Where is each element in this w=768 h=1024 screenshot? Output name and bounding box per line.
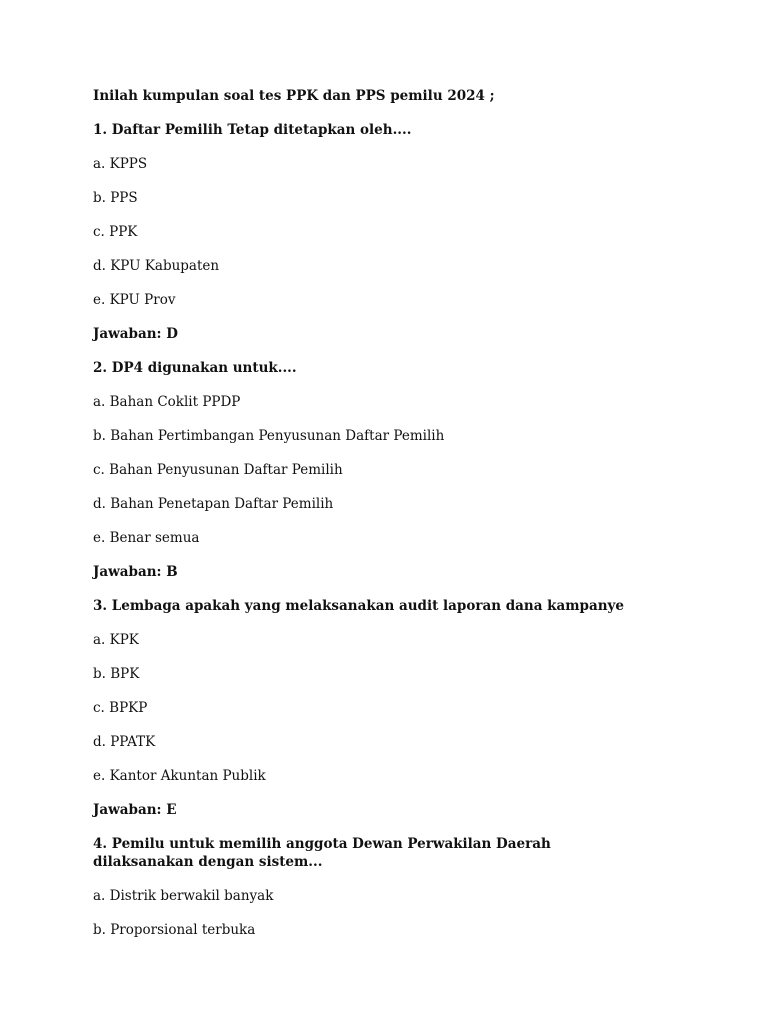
answer-option: d. Bahan Penetapan Daftar Pemilih — [93, 496, 334, 512]
answer-option: b. BPK — [93, 666, 140, 682]
question-2 — [93, 359, 693, 581]
answer-option: d. PPATK — [93, 734, 156, 750]
answer-option: a. Distrik berwakil banyak — [93, 888, 274, 904]
correct-answer: Jawaban: D — [93, 326, 178, 342]
intro-text: Inilah kumpulan soal tes PPK dan PPS pemilu 2024 ; — [93, 88, 495, 104]
answer-option: c. PPK — [93, 224, 138, 240]
answer-option: e. KPU Prov — [93, 292, 176, 308]
question-3 — [93, 597, 693, 819]
answer-option: a. KPK — [93, 632, 139, 648]
answer-option: a. KPPS — [93, 156, 148, 172]
answer-option: e. Benar semua — [93, 530, 200, 546]
correct-answer: Jawaban: B — [93, 564, 178, 580]
question-4 — [93, 835, 693, 939]
answer-option: e. Kantor Akuntan Publik — [93, 768, 266, 784]
answer-option: d. KPU Kabupaten — [93, 258, 220, 274]
answer-option: b. PPS — [93, 190, 138, 206]
answer-option: b. Proporsional terbuka — [93, 922, 256, 938]
answer-option: b. Bahan Pertimbangan Penyusunan Daftar Pemilih — [93, 428, 445, 444]
correct-answer: Jawaban: E — [93, 802, 177, 818]
answer-option: a. Bahan Coklit PPDP — [93, 394, 241, 410]
answer-option: c. BPKP — [93, 700, 148, 716]
answer-option: c. Bahan Penyusunan Daftar Pemilih — [93, 462, 343, 478]
question-1 — [93, 121, 693, 343]
question-text: 3. Lembaga apakah yang melaksanakan audit laporan dana kampanye — [93, 598, 624, 614]
document-content — [93, 87, 693, 955]
question-text: 4. Pemilu untuk memilih anggota Dewan Perwakilan Daerah dilaksanakan dengan sistem... — [93, 836, 551, 870]
question-text: 2. DP4 digunakan untuk.... — [93, 360, 297, 376]
question-text: 1. Daftar Pemilih Tetap ditetapkan oleh.... — [93, 122, 412, 138]
